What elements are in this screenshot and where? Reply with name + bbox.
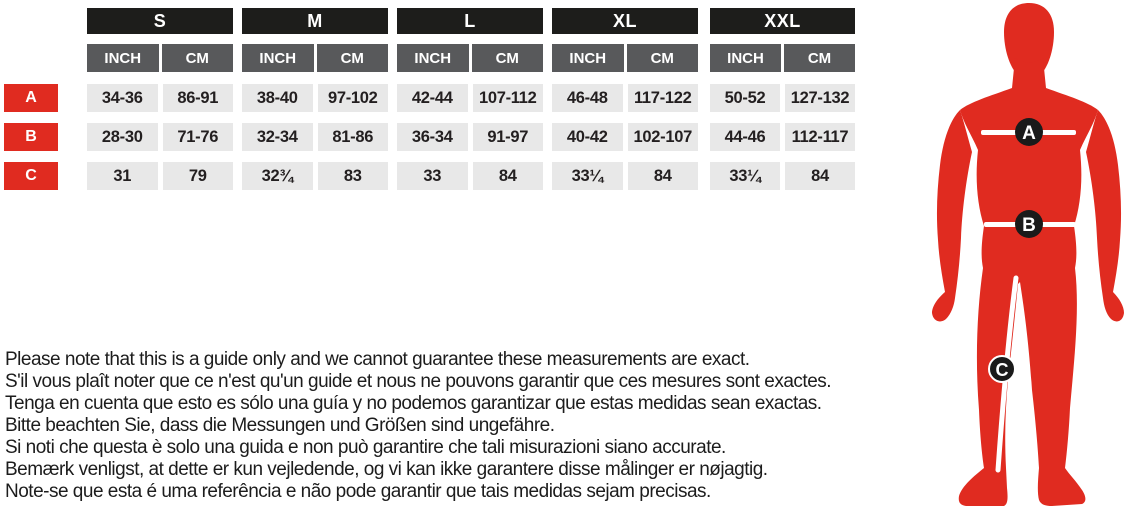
- unit-header-inch: INCH: [397, 44, 469, 72]
- cell-inch: 32¾: [242, 162, 313, 190]
- table-row: [87, 162, 233, 190]
- size-column-s: [87, 0, 233, 200]
- table-row: [397, 84, 543, 112]
- cell-inch: 40-42: [552, 123, 623, 151]
- cell-inch: 33¼: [710, 162, 780, 190]
- cell-inch: 33: [397, 162, 468, 190]
- size-header: S: [87, 8, 233, 34]
- unit-header-row: [87, 44, 233, 72]
- unit-header-row: [710, 44, 855, 72]
- size-header: XL: [552, 8, 698, 34]
- disclaimer-pt: Note-se que esta é uma referência e não pode garantir que tais medidas sejam precisas.: [5, 481, 711, 502]
- cell-cm: 71-76: [163, 123, 234, 151]
- table-row: [87, 123, 233, 151]
- disclaimer-da: Bemærk venligst, at dette er kun vejledende, og vi kan ikke garantere disse målinger er nøjagtig.: [5, 459, 768, 480]
- size-header: XXL: [710, 8, 855, 34]
- cell-cm: 84: [473, 162, 544, 190]
- unit-header-cm: CM: [317, 44, 389, 72]
- cell-cm: 83: [318, 162, 389, 190]
- unit-header-row: [552, 44, 698, 72]
- cell-cm: 84: [628, 162, 699, 190]
- unit-header-inch: INCH: [552, 44, 624, 72]
- unit-header-inch: INCH: [87, 44, 159, 72]
- unit-header-inch: INCH: [242, 44, 314, 72]
- size-header: M: [242, 8, 388, 34]
- table-row: [242, 162, 388, 190]
- cell-cm: 102-107: [628, 123, 699, 151]
- table-row: [710, 162, 855, 190]
- table-row: [710, 123, 855, 151]
- row-label-b: B: [4, 123, 58, 151]
- cell-inch: 34-36: [87, 84, 158, 112]
- marker-b-label: B: [1022, 215, 1036, 236]
- cell-inch: 38-40: [242, 84, 313, 112]
- size-column-xl: [552, 0, 698, 200]
- marker-a-label: A: [1022, 123, 1036, 144]
- cell-inch: 46-48: [552, 84, 623, 112]
- cell-cm: 81-86: [318, 123, 389, 151]
- cell-cm: 112-117: [785, 123, 855, 151]
- unit-header-row: [242, 44, 388, 72]
- row-label-c: C: [4, 162, 58, 190]
- silhouette-shape: [932, 3, 1124, 506]
- cell-inch: 33¼: [552, 162, 623, 190]
- cell-inch: 32-34: [242, 123, 313, 151]
- cell-cm: 86-91: [163, 84, 234, 112]
- size-header: L: [397, 8, 543, 34]
- cell-cm: 117-122: [628, 84, 699, 112]
- unit-header-cm: CM: [472, 44, 544, 72]
- table-row: [552, 84, 698, 112]
- table-row: [242, 84, 388, 112]
- unit-header-cm: CM: [627, 44, 699, 72]
- row-label-a: A: [4, 84, 58, 112]
- size-column-xxl: [710, 0, 855, 200]
- size-column-m: [242, 0, 388, 200]
- table-row: [397, 162, 543, 190]
- cell-inch: 42-44: [397, 84, 468, 112]
- disclaimer-text-block: [5, 349, 930, 503]
- disclaimer-fr: S'il vous plaît noter que ce n'est qu'un guide et nous ne pouvons garantir que ces mesures sont exactes.: [5, 371, 832, 392]
- table-row: [397, 123, 543, 151]
- size-column-l: [397, 0, 543, 200]
- cell-inch: 31: [87, 162, 158, 190]
- marker-c-label: C: [995, 360, 1009, 380]
- unit-header-row: [397, 44, 543, 72]
- cell-cm: 97-102: [318, 84, 389, 112]
- cell-cm: 84: [785, 162, 855, 190]
- disclaimer-es: Tenga en cuenta que esto es sólo una guía y no podemos garantizar que estas medidas sean exactas.: [5, 393, 822, 414]
- unit-header-cm: CM: [784, 44, 855, 72]
- table-row: [242, 123, 388, 151]
- body-measurement-figure: [858, 0, 1126, 516]
- disclaimer-it: Si noti che questa è solo una guida e non può garantire che tali misurazioni siano accurate.: [5, 437, 726, 458]
- table-row: [710, 84, 855, 112]
- cell-inch: 28-30: [87, 123, 158, 151]
- cell-inch: 44-46: [710, 123, 780, 151]
- cell-cm: 107-112: [473, 84, 544, 112]
- table-row: [552, 162, 698, 190]
- unit-header-cm: CM: [162, 44, 234, 72]
- table-row: [87, 84, 233, 112]
- table-row: [552, 123, 698, 151]
- unit-header-inch: INCH: [710, 44, 781, 72]
- cell-cm: 127-132: [785, 84, 855, 112]
- disclaimer-en: Please note that this is a guide only and we cannot guarantee these measurements are exact.: [5, 349, 750, 370]
- cell-inch: 50-52: [710, 84, 780, 112]
- cell-cm: 91-97: [473, 123, 544, 151]
- cell-cm: 79: [163, 162, 234, 190]
- cell-inch: 36-34: [397, 123, 468, 151]
- disclaimer-de: Bitte beachten Sie, dass die Messungen und Größen sind ungefähre.: [5, 415, 555, 436]
- male-silhouette-diagram: [858, 0, 1126, 516]
